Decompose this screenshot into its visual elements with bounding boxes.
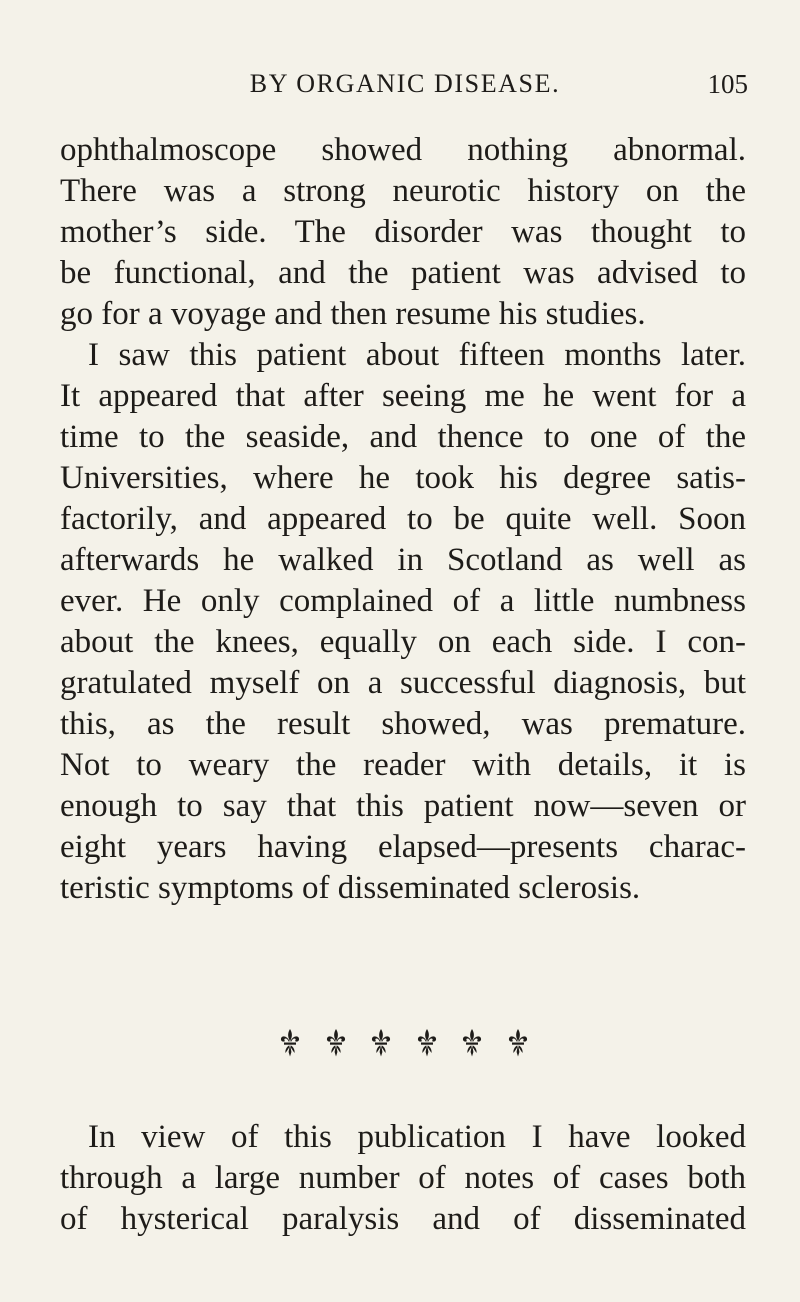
text-line: of hysterical paralysis and of disseminated	[60, 1201, 746, 1237]
text-line: ophthalmoscope showed nothing abnormal.	[60, 132, 746, 168]
fleur-de-lis-icon	[280, 1028, 300, 1058]
paragraph	[60, 335, 746, 909]
text-line: mother’s side. The disorder was thought to	[60, 214, 746, 250]
text-line: enough to say that this patient now—seven or	[60, 788, 746, 824]
fleur-de-lis-icon	[417, 1028, 437, 1058]
text-line: teristic symptoms of disseminated sclerosis.	[60, 870, 641, 906]
text-line: through a large number of notes of cases both	[60, 1160, 746, 1196]
text-line: It appeared that after seeing me he went for a	[60, 378, 746, 414]
running-head-title: BY ORGANIC DISEASE.	[249, 69, 561, 98]
fleur-de-lis-icon	[326, 1028, 346, 1058]
fleur-de-lis-icon	[508, 1028, 528, 1058]
text-line: be functional, and the patient was advised to	[60, 255, 746, 291]
text-line: time to the seaside, and thence to one of the	[60, 419, 746, 455]
text-line: There was a strong neurotic history on the	[60, 173, 746, 209]
paragraph-continued	[60, 130, 746, 335]
text-line: gratulated myself on a successful diagnosis, but	[60, 665, 746, 701]
page-number: 105	[707, 69, 748, 99]
text-line: go for a voyage and then resume his studies.	[60, 296, 646, 332]
text-line: I saw this patient about fifteen months later.	[88, 337, 746, 373]
text-line: In view of this publication I have looked	[88, 1119, 746, 1155]
section-break-ornament	[280, 1028, 528, 1058]
text-line: this, as the result showed, was premature.	[60, 706, 746, 742]
text-line: about the knees, equally on each side. I con-	[60, 624, 746, 660]
text-line: factorily, and appeared to be quite well. Soon	[60, 501, 746, 537]
running-head	[62, 64, 748, 104]
text-line: ever. He only complained of a little numbness	[60, 583, 746, 619]
fleur-de-lis-icon	[371, 1028, 391, 1058]
fleur-de-lis-icon	[462, 1028, 482, 1058]
text-line: Not to weary the reader with details, it is	[60, 747, 746, 783]
body-text-continued	[60, 1117, 746, 1240]
paragraph	[60, 1117, 746, 1240]
text-line: afterwards he walked in Scotland as well as	[60, 542, 746, 578]
text-line: eight years having elapsed—presents charac-	[60, 829, 746, 865]
body-text	[60, 130, 746, 909]
text-line: Universities, where he took his degree satis-	[60, 460, 746, 496]
